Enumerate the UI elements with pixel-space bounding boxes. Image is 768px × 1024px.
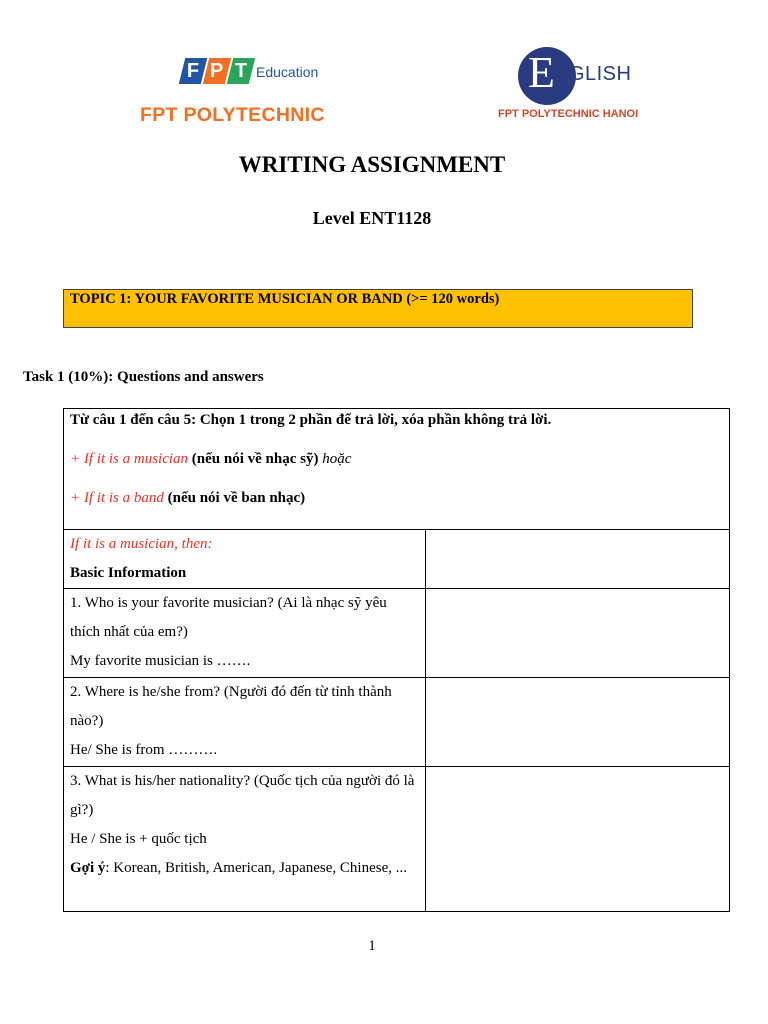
topic-banner — [63, 289, 693, 328]
table-row — [64, 589, 730, 678]
english-logo-subtitle: FPT POLYTECHNIC HANOI — [498, 108, 639, 120]
instructions-line: Từ câu 1 đến câu 5: Chọn 1 trong 2 phần để trả lời, xóa phần không trả lời. — [70, 412, 552, 428]
questions-table — [63, 408, 730, 912]
question-text: 1. Who is your favorite musician? (Ai là nhạc sỹ yêu thích nhất của em?) — [70, 595, 387, 640]
question-text: 2. Where is he/she from? (Người đó đến từ tỉnh thành nào?) — [70, 684, 392, 729]
answer-cell[interactable] — [426, 767, 730, 912]
hint — [70, 854, 419, 883]
english-logo-initial: E — [528, 48, 555, 97]
answer-template: He/ She is from ………. — [70, 742, 218, 758]
question-cell — [64, 767, 426, 912]
page-title: WRITING ASSIGNMENT — [238, 152, 506, 177]
section-row — [64, 530, 730, 589]
english-logo-text: NGLISH — [554, 63, 632, 85]
question-text: 3. What is his/her nationality? (Quốc tịch của người đó là gì?) — [70, 773, 415, 818]
answer-template: My favorite musician is ……. — [70, 653, 251, 669]
fpt-letter-p: P — [203, 58, 231, 84]
band-option-note: (nếu nói về ban nhạc) — [167, 490, 306, 506]
instructions-row — [64, 409, 730, 530]
answer-cell-section[interactable] — [426, 530, 730, 589]
answer-cell[interactable] — [426, 589, 730, 678]
answer-cell[interactable] — [426, 678, 730, 767]
section-heading: Basic Information — [70, 565, 187, 581]
fpt-education-logo — [140, 56, 362, 130]
fpt-education-text: Education — [256, 64, 319, 80]
or-word: hoặc — [322, 451, 352, 467]
instructions-cell — [64, 409, 730, 530]
band-option — [70, 489, 723, 508]
fpt-polytechnic-text: FPT POLYTECHNIC — [140, 104, 325, 126]
section-cell — [64, 530, 426, 589]
task-heading: Task 1 (10%): Questions and answers — [23, 369, 264, 385]
answer-template: He / She is + quốc tịch — [70, 831, 207, 847]
fpt-letter-f: F — [179, 58, 207, 84]
question-cell — [64, 589, 426, 678]
level-heading: Level ENT1128 — [312, 208, 432, 228]
band-option-label: + If it is a band — [70, 490, 164, 506]
english-logo — [498, 45, 658, 125]
table-row — [64, 767, 730, 912]
musician-option-note: (nếu nói về nhạc sỹ) — [191, 451, 319, 467]
fpt-letter-t: T — [227, 58, 255, 84]
question-cell — [64, 678, 426, 767]
section-intro: If it is a musician, then: — [70, 536, 213, 552]
page-number: 1 — [368, 938, 376, 954]
musician-option-label: + If it is a musician — [70, 451, 189, 467]
hint-label: Gợi ý — [70, 860, 106, 876]
hint-text: : Korean, British, American, Japanese, Chinese, ... — [105, 860, 407, 876]
table-row — [64, 678, 730, 767]
musician-option — [70, 450, 723, 469]
topic-text: TOPIC 1: YOUR FAVORITE MUSICIAN OR BAND (>= 120 words) — [70, 291, 500, 307]
